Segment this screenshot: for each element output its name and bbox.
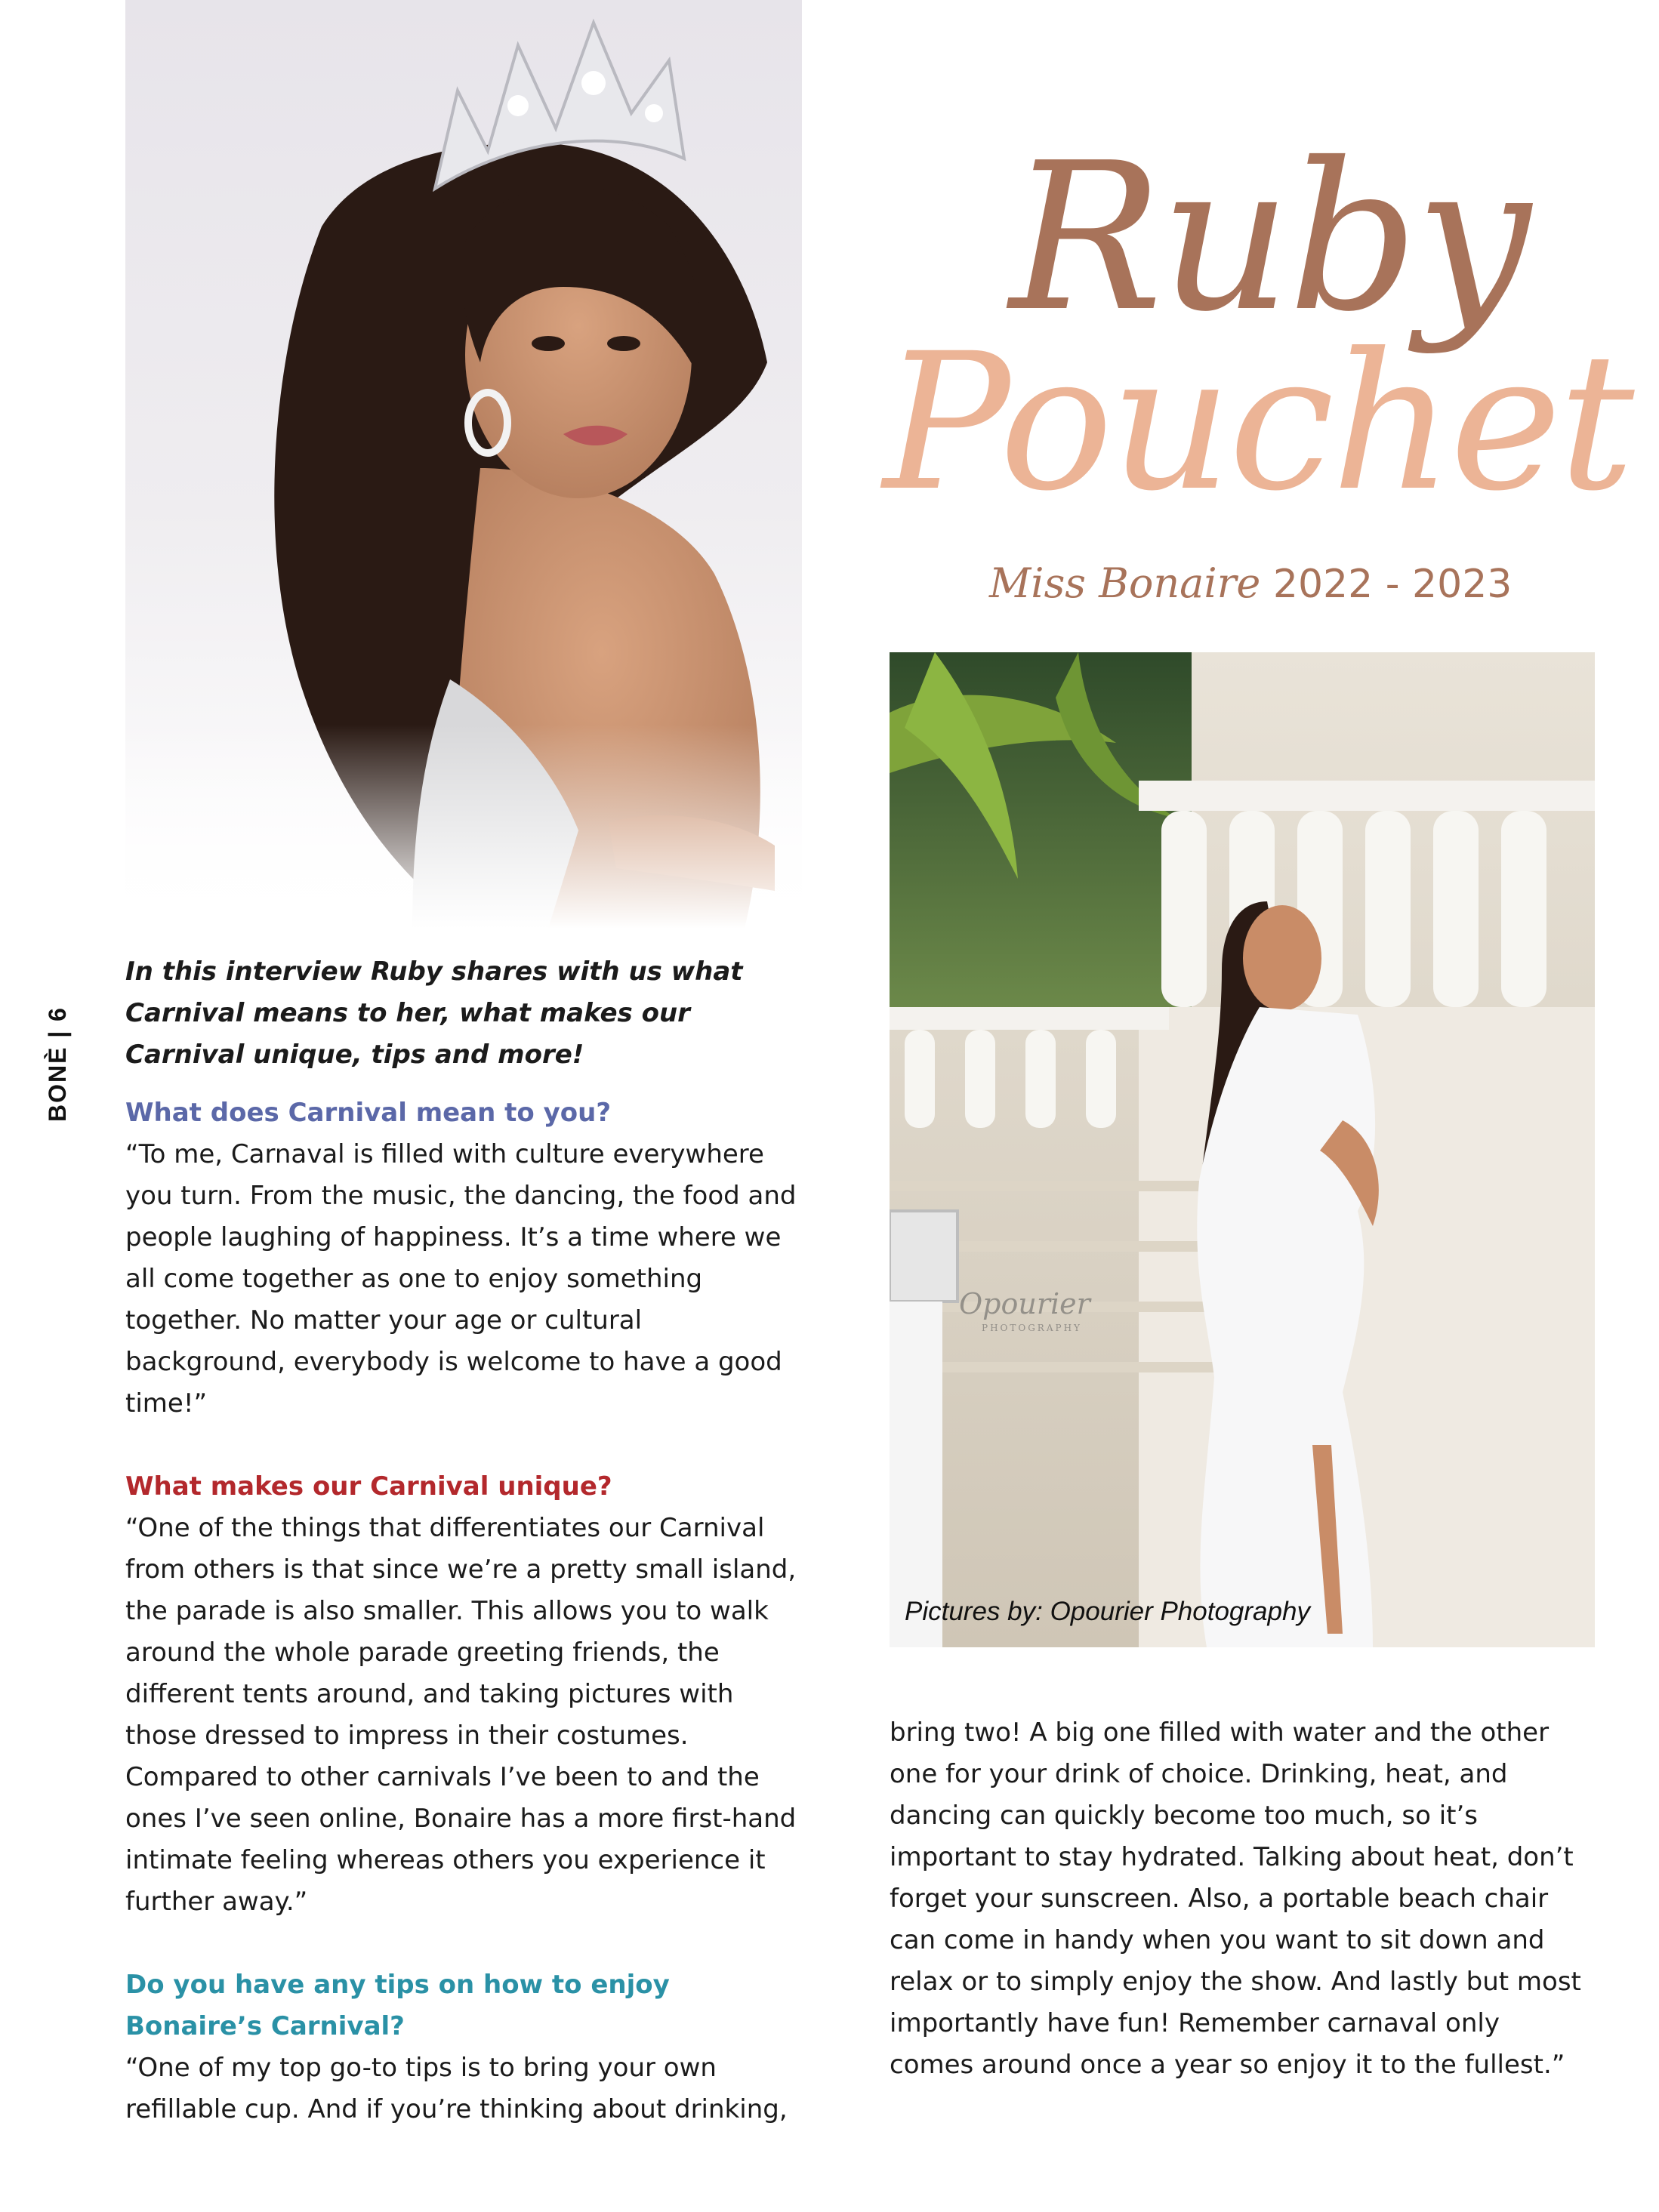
question-2: What makes our Carnival unique?	[125, 1471, 612, 1502]
page-label-text: BONÈ | 6	[44, 1006, 71, 1122]
photo-white-dress	[890, 652, 1595, 1647]
article-intro: In this interview Ruby shares with us what Carnival means to her, what makes our Carnival unique, tips and more!	[125, 957, 743, 1070]
subtitle-title: Miss Bonaire	[989, 559, 1261, 607]
photographer-watermark-sub: PHOTOGRAPHY	[982, 1323, 1082, 1333]
answer-1: “To me, Carnaval is filled with culture everywhere you turn. From the music, the dancing, the food and people laughing of happiness. It’s a time where we all come together as one to enjoy something together. No matter your age or cultural background, everybody is welcome to have a good time!”	[125, 1139, 797, 1419]
title-first-name: Ruby	[1009, 119, 1528, 356]
answer-3-continued: bring two! A big one filled with water and the other one for your drink of choice. Drinking, heat, and dancing can quickly become too much, so it’s important to stay hydrated. Talking about heat, don’t forget your sunscreen. Also, a portable beach chair can come in handy when you want to sit down and relax or to simply enjoy the show. And lastly but most importantly have fun! Remember carnaval only comes around once a year so enjoy it to the fullest.”	[890, 1718, 1581, 2080]
portrait-photo-crowned	[125, 0, 802, 929]
subtitle-years: 2022 - 2023	[1272, 562, 1513, 607]
question-3: Do you have any tips on how to enjoy Bonaire’s Carnival?	[125, 1970, 670, 2041]
question-1: What does Carnival mean to you?	[125, 1098, 612, 1128]
answer-2: “One of the things that differentiates our Carnival from others is that since we’re a pretty small island, the parade is also smaller. This allows you to walk around the whole parade greeting friends, the different tents around, and taking pictures with those dressed to impress in their costumes. Compared to other carnivals I’ve been to and the ones I’ve seen online, Bonaire has a more first-hand intimate feeling whereas others you experience it further away.”	[125, 1513, 797, 1917]
article-column-right	[890, 1712, 1592, 2086]
title-last-name: Pouchet	[883, 313, 1632, 532]
answer-3-start: “One of my top go-to tips is to bring your own refillable cup. And if you’re thinking about drinking,	[125, 2053, 788, 2124]
photo-credit: Pictures by: Opourier Photography	[905, 1597, 1310, 1626]
subtitle	[989, 557, 1513, 611]
photographer-watermark: Opourier	[959, 1287, 1090, 1320]
article-column-left	[125, 951, 805, 2130]
